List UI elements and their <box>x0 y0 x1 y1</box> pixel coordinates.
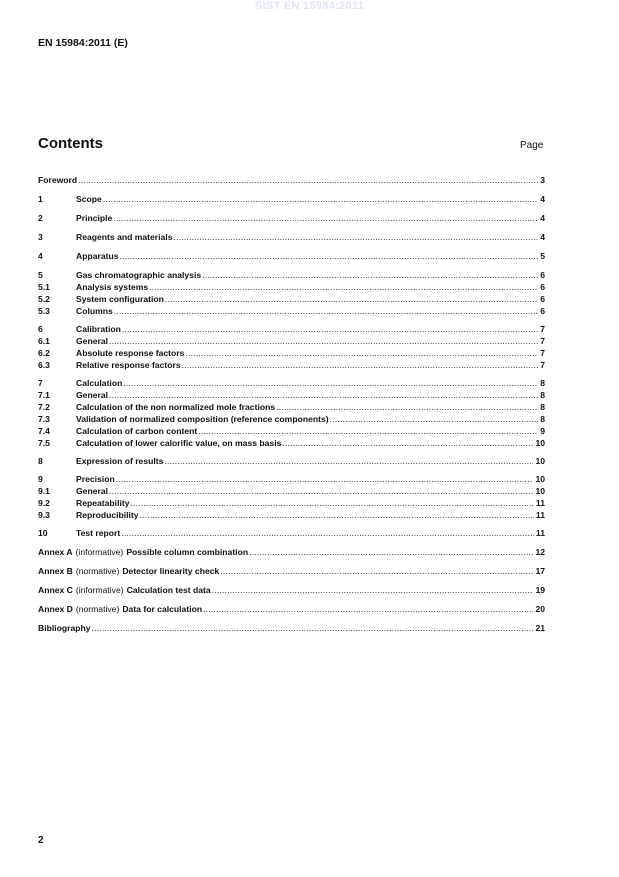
contents-heading: Contents <box>38 135 103 152</box>
toc-title: Reagents and materials <box>76 232 173 242</box>
leader-dots <box>203 603 533 615</box>
toc-title: Precision <box>76 474 115 484</box>
leader-dots <box>103 193 538 205</box>
toc-page: 4 <box>540 232 545 242</box>
toc-page: 11 <box>535 510 545 520</box>
toc-title: Columns <box>76 306 113 316</box>
toc-entry-6-3[interactable] <box>38 359 545 371</box>
toc-entry-foreword[interactable] <box>38 174 545 186</box>
toc-number: 5.1 <box>38 282 50 292</box>
leader-dots <box>282 437 533 449</box>
page-number: 2 <box>38 835 44 846</box>
toc-page: 5 <box>540 251 545 261</box>
toc-title: Absolute response factors <box>76 348 185 358</box>
toc-number: 9.3 <box>38 510 50 520</box>
toc-number: 7.2 <box>38 402 50 412</box>
leader-dots <box>249 546 533 558</box>
toc-title: Calculation <box>76 378 123 388</box>
document-id: EN 15984:2011 (E) <box>38 37 128 49</box>
toc-page: 10 <box>535 456 545 466</box>
toc-number: 9.1 <box>38 486 50 496</box>
toc-number: 7.4 <box>38 426 50 436</box>
leader-dots <box>114 305 538 317</box>
toc-page: 8 <box>540 378 545 388</box>
toc-title: Validation of normalized composition (reference components) <box>76 414 329 424</box>
toc-title: Detector linearity check <box>122 566 220 576</box>
toc-entry-bibliography[interactable] <box>38 622 545 634</box>
toc-page: 10 <box>535 486 545 496</box>
toc-page: 10 <box>535 474 545 484</box>
leader-dots <box>149 281 538 293</box>
leader-dots <box>173 231 538 243</box>
annex-label: Annex A <box>38 547 73 557</box>
toc-entry-9-2[interactable] <box>38 497 545 509</box>
toc-page: 7 <box>540 348 545 358</box>
toc-title: Calculation of the non normalized mole fractions <box>76 402 276 412</box>
toc-entry-9-3[interactable] <box>38 509 545 521</box>
leader-dots <box>109 389 538 401</box>
toc-number: 1 <box>38 194 43 204</box>
toc-number: 9 <box>38 474 43 484</box>
toc-number: 7.5 <box>38 438 50 448</box>
toc-number: 5.2 <box>38 294 50 304</box>
leader-dots <box>330 413 539 425</box>
leader-dots <box>198 425 538 437</box>
annex-label: Annex D <box>38 604 73 614</box>
toc-page: 19 <box>535 585 545 595</box>
toc-title: Gas chromatographic analysis <box>76 270 202 280</box>
toc-entry-9-1[interactable] <box>38 485 545 497</box>
toc-page: 7 <box>540 324 545 334</box>
leader-dots <box>212 584 534 596</box>
toc-title: Possible column combination <box>126 547 249 557</box>
toc-number: 3 <box>38 232 43 242</box>
annex-label: Annex C <box>38 585 73 595</box>
toc-title: Data for calculation <box>122 604 203 614</box>
leader-dots <box>220 565 533 577</box>
toc-entry-7-4[interactable] <box>38 425 545 437</box>
toc-entry-6-1[interactable] <box>38 335 545 347</box>
toc-page: 11 <box>535 528 545 538</box>
toc-page: 8 <box>540 414 545 424</box>
toc-entry-10[interactable] <box>38 527 545 539</box>
toc-number: 8 <box>38 456 43 466</box>
toc-number: 5.3 <box>38 306 50 316</box>
toc-number: 6.1 <box>38 336 50 346</box>
leader-dots <box>165 293 538 305</box>
toc-number: 6.2 <box>38 348 50 358</box>
toc-title: Relative response factors <box>76 360 181 370</box>
toc-title: Scope <box>76 194 102 204</box>
page-column-label: Page <box>520 140 544 151</box>
annex-kind: (informative) <box>75 547 124 557</box>
leader-dots <box>202 269 538 281</box>
leader-dots <box>276 401 538 413</box>
toc-number: 7.1 <box>38 390 50 400</box>
toc-page: 20 <box>535 604 545 614</box>
leader-dots <box>78 174 538 186</box>
toc-title: Calculation of carbon content <box>76 426 198 436</box>
leader-dots <box>122 323 538 335</box>
toc-entry-5[interactable] <box>38 269 545 281</box>
watermark: SIST EN 15984:2011 <box>254 0 365 12</box>
toc-number: 2 <box>38 213 43 223</box>
toc-page: 6 <box>540 294 545 304</box>
leader-dots <box>164 455 533 467</box>
toc-title: Calculation test data <box>126 585 211 595</box>
toc-title: Calculation of lower calorific value, on mass basis <box>76 438 282 448</box>
toc-page: 12 <box>535 547 545 557</box>
toc-entry-7-3[interactable] <box>38 413 545 425</box>
leader-dots <box>123 377 538 389</box>
toc-entry-5-1[interactable] <box>38 281 545 293</box>
toc-entry-4[interactable] <box>38 250 545 262</box>
toc-number: 6.3 <box>38 360 50 370</box>
toc-entry-7-1[interactable] <box>38 389 545 401</box>
toc-page: 6 <box>540 270 545 280</box>
toc-entry-7-5[interactable] <box>38 437 545 449</box>
annex-kind: (informative) <box>75 585 124 595</box>
toc-page: 8 <box>540 402 545 412</box>
leader-dots <box>131 497 534 509</box>
toc-number: 9.2 <box>38 498 50 508</box>
annex-kind: (normative) <box>75 566 120 576</box>
toc-title: Repeatability <box>76 498 130 508</box>
toc-title: System configuration <box>76 294 164 304</box>
toc-entry-6[interactable] <box>38 323 545 335</box>
toc-page: 11 <box>535 498 545 508</box>
toc-title: Expression of results <box>76 456 164 466</box>
toc-entry-annex-c[interactable] <box>38 584 545 596</box>
leader-dots <box>92 622 534 634</box>
leader-dots <box>185 347 538 359</box>
toc-page: 8 <box>540 390 545 400</box>
toc-number: 7 <box>38 378 43 388</box>
toc-entry-1[interactable] <box>38 193 545 205</box>
toc-entry-3[interactable] <box>38 231 545 243</box>
toc-title: Reproducibility <box>76 510 139 520</box>
toc-title: Principle <box>76 213 113 223</box>
toc-page: 21 <box>535 623 545 633</box>
toc-title: Apparatus <box>76 251 119 261</box>
toc-page: 3 <box>540 175 545 185</box>
toc-number: 6 <box>38 324 43 334</box>
toc-page: 6 <box>540 282 545 292</box>
toc-entry-annex-b[interactable] <box>38 565 545 577</box>
toc-entry-annex-d[interactable] <box>38 603 545 615</box>
leader-dots <box>121 527 534 539</box>
toc-title: General <box>76 336 109 346</box>
leader-dots <box>109 335 538 347</box>
annex-label: Annex B <box>38 566 73 576</box>
table-of-contents <box>38 174 545 634</box>
toc-entry-2[interactable] <box>38 212 545 224</box>
leader-dots <box>116 473 534 485</box>
toc-entry-9[interactable] <box>38 473 545 485</box>
toc-page: 10 <box>535 438 545 448</box>
toc-entry-7-2[interactable] <box>38 401 545 413</box>
leader-dots <box>120 250 539 262</box>
toc-title: General <box>76 486 109 496</box>
leader-dots <box>113 212 538 224</box>
toc-entry-annex-a[interactable] <box>38 546 545 558</box>
toc-entry-7[interactable] <box>38 377 545 389</box>
toc-number: 7.3 <box>38 414 50 424</box>
toc-page: 9 <box>540 426 545 436</box>
toc-title: Foreword <box>38 175 78 185</box>
toc-entry-5-3[interactable] <box>38 305 545 317</box>
toc-title: Bibliography <box>38 623 91 633</box>
leader-dots <box>109 485 533 497</box>
leader-dots <box>182 359 539 371</box>
toc-title: Analysis systems <box>76 282 149 292</box>
toc-entry-6-2[interactable] <box>38 347 545 359</box>
annex-kind: (normative) <box>75 604 120 614</box>
toc-page: 6 <box>540 306 545 316</box>
toc-page: 4 <box>540 194 545 204</box>
toc-number: 5 <box>38 270 43 280</box>
leader-dots <box>140 509 534 521</box>
toc-page: 4 <box>540 213 545 223</box>
toc-page: 7 <box>540 360 545 370</box>
toc-entry-8[interactable] <box>38 455 545 467</box>
toc-page: 17 <box>535 566 545 576</box>
toc-number: 10 <box>38 528 48 538</box>
toc-page: 7 <box>540 336 545 346</box>
toc-entry-5-2[interactable] <box>38 293 545 305</box>
toc-title: Test report <box>76 528 121 538</box>
toc-number: 4 <box>38 251 43 261</box>
toc-title: Calibration <box>76 324 121 334</box>
toc-title: General <box>76 390 109 400</box>
